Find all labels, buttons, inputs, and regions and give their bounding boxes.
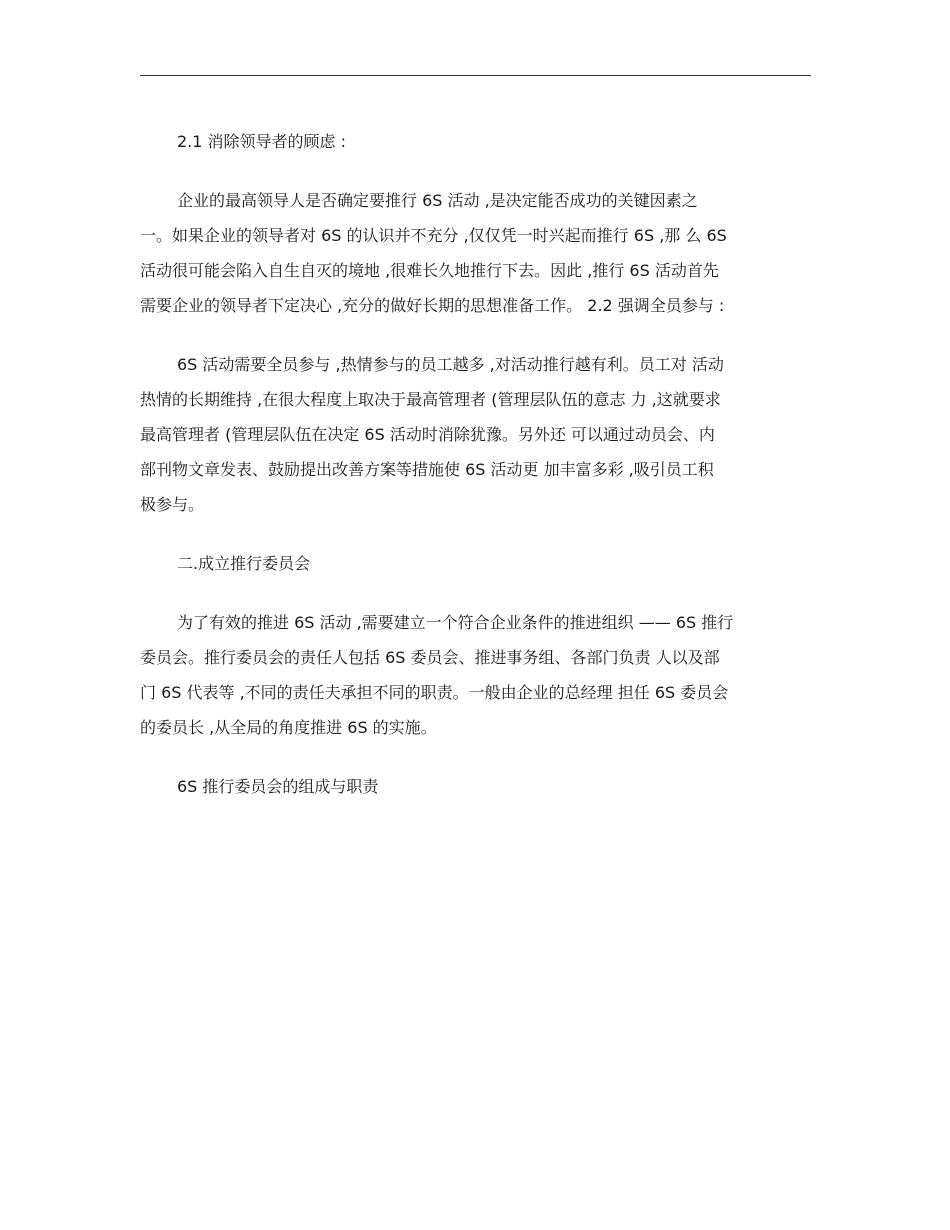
- paragraph-leadership: [140, 183, 800, 323]
- section-heading-2-1: 2.1 消除领导者的顾虑 :: [177, 132, 347, 151]
- header-rule: [140, 75, 811, 76]
- section-heading-committee-roles: 6S 推行委员会的组成与职责: [177, 777, 379, 796]
- paragraph-line: 企业的最高领导人是否确定要推行 6S 活动 ,是决定能否成功的关键因素之: [177, 191, 698, 210]
- paragraph-committee: [140, 605, 800, 745]
- document-body: [140, 124, 800, 828]
- paragraph-line: 极参与。: [140, 495, 205, 514]
- paragraph-line: 一。如果企业的领导者对 6S 的认识并不充分 ,仅仅凭一时兴起而推行 6S ,那 么 6S: [140, 226, 727, 245]
- paragraph-line: 活动很可能会陷入自生自灭的境地 ,很难长久地推行下去。因此 ,推行 6S 活动首先: [140, 261, 719, 280]
- paragraph-line: 部刊物文章发表、鼓励提出改善方案等措施使 6S 活动更 加丰富多彩 ,吸引员工积: [140, 460, 714, 479]
- paragraph-line: 最高管理者 (管理层队伍在决定 6S 活动时消除犹豫。另外还 可以通过动员会、内: [140, 425, 715, 444]
- paragraph-line: 的委员长 ,从全局的角度推进 6S 的实施。: [140, 718, 437, 737]
- section-heading-committee: 二.成立推行委员会: [177, 554, 311, 573]
- paragraph-line: 为了有效的推进 6S 活动 ,需要建立一个符合企业条件的推进组织 —— 6S 推行: [177, 613, 734, 632]
- paragraph-line: 热情的长期维持 ,在很大程度上取决于最高管理者 (管理层队伍的意志 力 ,这就要求: [140, 390, 721, 409]
- paragraph-line: 委员会。推行委员会的责任人包括 6S 委员会、推进事务组、各部门负责 人以及部: [140, 648, 720, 667]
- paragraph-line: 6S 活动需要全员参与 ,热情参与的员工越多 ,对活动推行越有利。员工对 活动: [177, 355, 724, 374]
- paragraph-line: 门 6S 代表等 ,不同的责任夫承担不同的职责。一般由企业的总经理 担任 6S 委员会: [140, 683, 729, 702]
- paragraph-line: 需要企业的领导者下定决心 ,充分的做好长期的思想准备工作。 2.2 强调全员参与 :: [140, 296, 725, 315]
- paragraph-participation: [140, 347, 800, 522]
